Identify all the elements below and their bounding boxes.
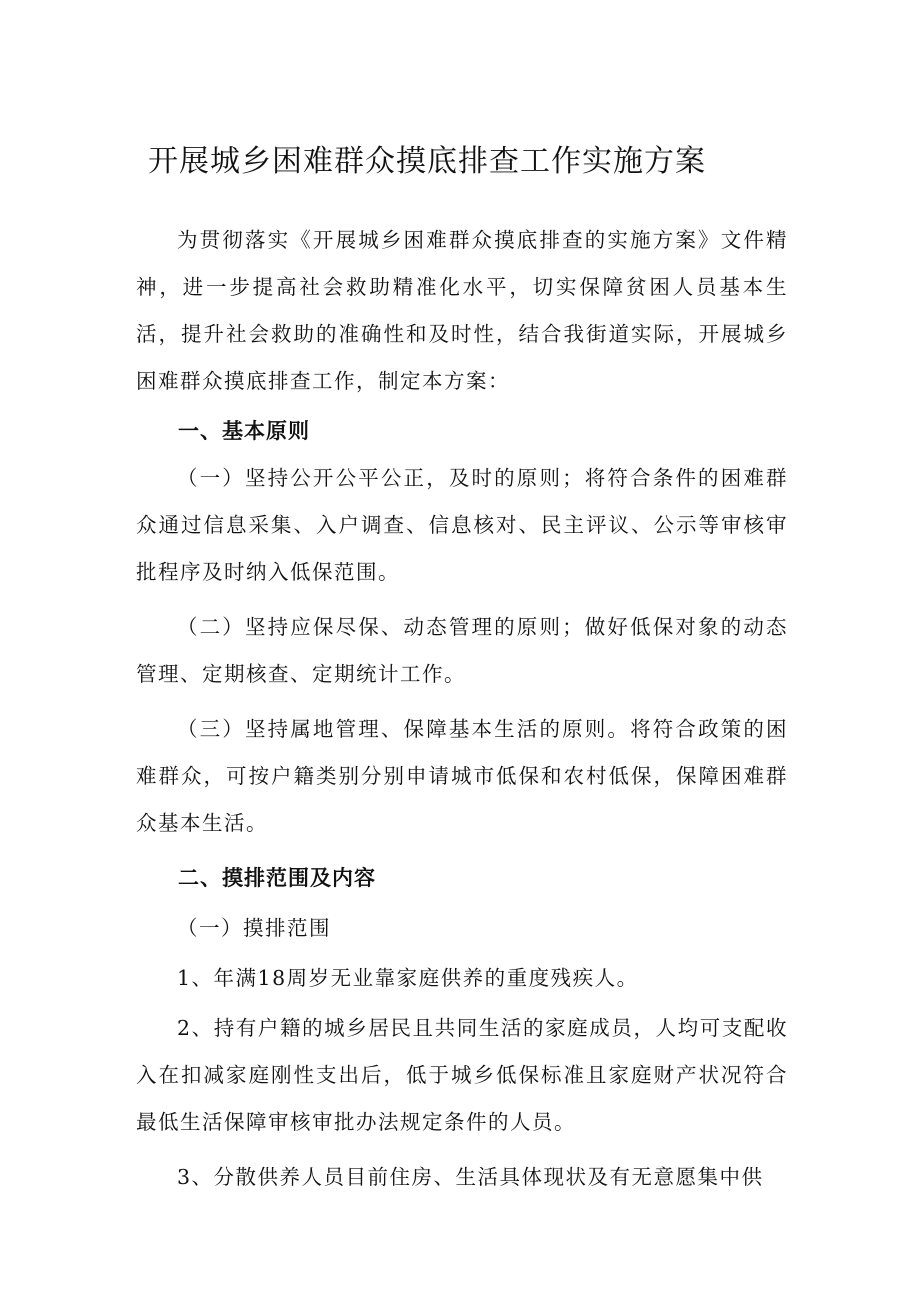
document-title: 开展城乡困难群众摸底排查工作实施方案 (148, 144, 706, 179)
document-body (136, 217, 788, 1201)
subsection-heading-scope: （一）摸排范围 (177, 916, 331, 940)
section-heading-scope-content: 二、摸排范围及内容 (178, 866, 376, 890)
intro-paragraph: 为贯彻落实《开展城乡困难群众摸底排查的实施方案》文件精神，进一步提高社会救助精准化水平，切实保障贫困人员基本生活，提升社会救助的准确性和及时性，结合我街道实际，开展城乡困难群众摸底排查工作，制定本方案： (136, 228, 788, 393)
principle-paragraph-3: （三）坚持属地管理、保障基本生活的原则。将符合政策的困难群众，可按户籍类别分别申请城市低保和农村低保，保障困难群众基本生活。 (136, 717, 788, 835)
scope-item-3: 3、分散供养人员目前住房、生活具体现状及有无意愿集中供 (177, 1165, 764, 1189)
section-heading-basic-principles: 一、基本原则 (178, 419, 310, 443)
scope-item-2: 2、持有户籍的城乡居民且共同生活的家庭成员，人均可支配收入在扣减家庭刚性支出后，低于城乡低保标准且家庭财产状况符合最低生活保障审核审批办法规定条件的人员。 (136, 1016, 788, 1134)
principle-paragraph-1: （一）坚持公开公平公正，及时的原则；将符合条件的困难群众通过信息采集、入户调查、信息核对、民主评议、公示等审核审批程序及时纳入低保范围。 (136, 466, 788, 584)
principle-paragraph-2: （二）坚持应保尽保、动态管理的原则；做好低保对象的动态管理、定期核查、定期统计工作。 (136, 615, 788, 686)
scope-item-1: 1、年满18周岁无业靠家庭供养的重度残疾人。 (177, 966, 639, 990)
